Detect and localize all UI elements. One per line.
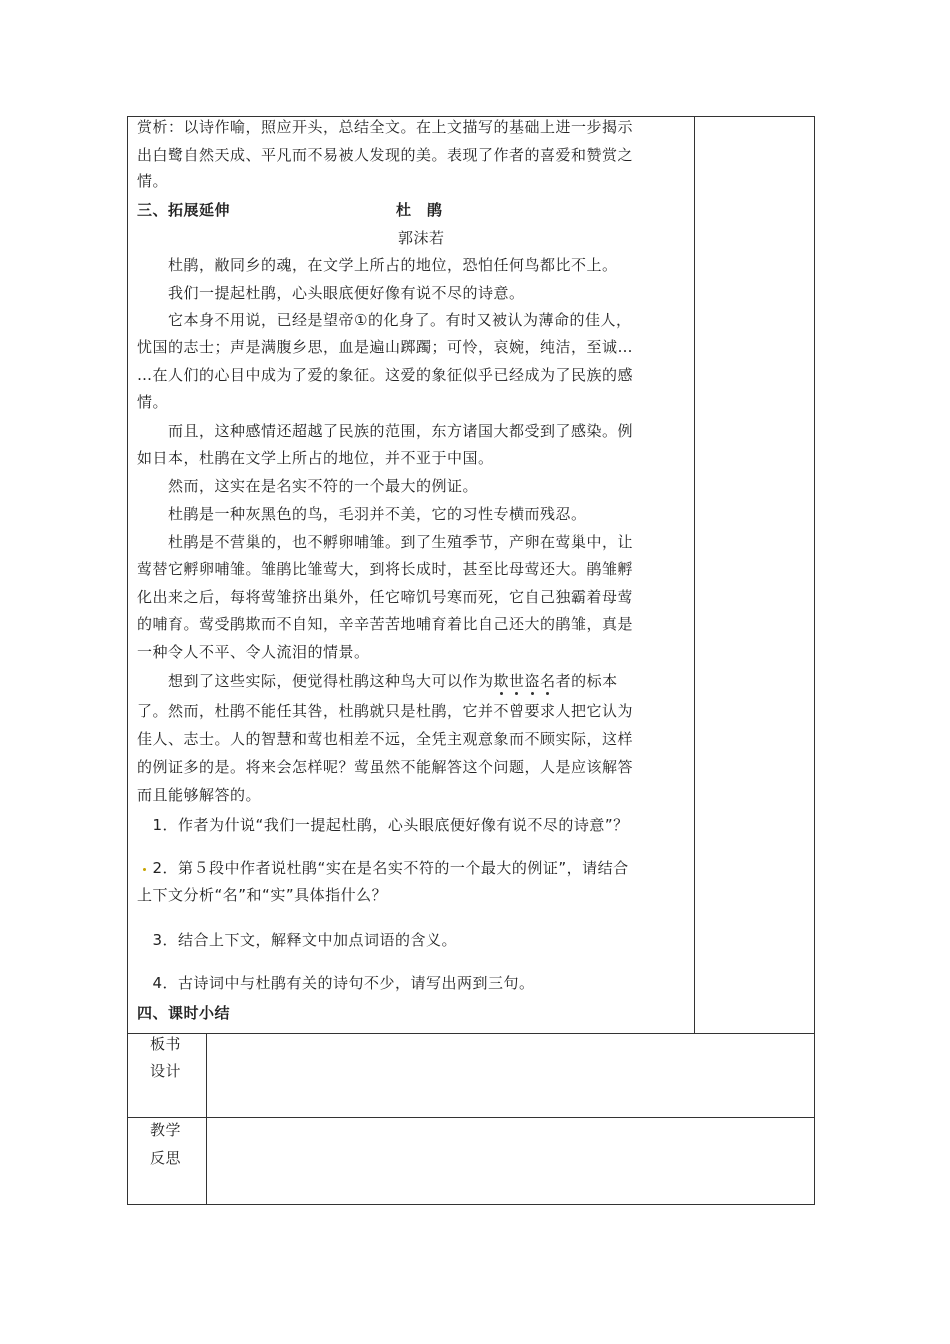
dotted-char: 盗 bbox=[524, 672, 541, 690]
paragraph-line-15: 一种令人不平、令人流泪的情景。 bbox=[137, 643, 370, 661]
row-divider-reflection bbox=[127, 1117, 815, 1118]
question-4: 4．古诗词中与杜鹃有关的诗句不少，请写出两到三句。 bbox=[137, 974, 535, 992]
dotted-char: 世 bbox=[509, 672, 525, 690]
paragraph-line-3: 它本身不用说，已经是望帝①的化身了。有时又被认为薄命的佳人， bbox=[137, 311, 632, 329]
board-design-label-1: 板书 bbox=[150, 1035, 182, 1053]
table-column-divider bbox=[694, 116, 695, 1034]
paragraph-line-4: 忧国的志士；声是满腹乡思，血是遍山踯躅；可怜，哀婉，纯洁，至诚… bbox=[137, 338, 634, 356]
paragraph-last-line-1 bbox=[137, 672, 618, 690]
paragraph-last-line-2: 了。然而，杜鹃不能任其咎，杜鹃就只是杜鹃，它并不曾要求人把它认为 bbox=[137, 702, 634, 720]
paragraph-line-7: 而且，这种感情还超越了民族的范围，东方诸国大都受到了感染。例 bbox=[137, 422, 634, 440]
appreciation-line-1: 赏析：以诗作喻，照应开头，总结全文。在上文描写的基础上进一步揭示 bbox=[137, 118, 634, 136]
dotted-phrase bbox=[494, 672, 556, 690]
paragraph-line-13: 化出来之后，每将莺雏挤出巢外，任它啼饥号寒而死，它自己独霸着母莺 bbox=[137, 588, 634, 606]
appreciation-line-2: 出白鹭自然天成、平凡而不易被人发现的美。表现了作者的喜爱和赞赏之 bbox=[137, 146, 634, 164]
section-heading-extension: 三、拓展延伸 bbox=[137, 201, 231, 219]
reflection-label-2: 反思 bbox=[150, 1149, 182, 1167]
dotted-char: 欺 bbox=[493, 672, 510, 690]
paragraph-line-14: 的哺育。莺受鹃欺而不自知，辛辛苦苦地哺育着比自己还大的鹃雏，真是 bbox=[137, 615, 634, 633]
paragraph-line-9: 然而，这实在是名实不符的一个最大的例证。 bbox=[137, 477, 479, 495]
appreciation-line-3: 情。 bbox=[137, 172, 169, 190]
paragraph-line-8: 如日本，杜鹃在文学上所占的地位，并不亚于中国。 bbox=[137, 449, 494, 467]
question-2-line-1: 2．第５段中作者说杜鹃“实在是名实不符的一个最大的例证”，请结合 bbox=[137, 859, 629, 877]
label-column-divider-reflection bbox=[206, 1117, 207, 1205]
table-border-bottom bbox=[127, 1204, 815, 1205]
board-design-label-2: 设计 bbox=[150, 1062, 182, 1080]
table-border-top bbox=[127, 116, 815, 117]
section-heading-summary: 四、课时小结 bbox=[137, 1004, 231, 1022]
paragraph-last-line-4: 的例证多的是。将来会怎样呢？莺虽然不能解答这个问题，人是应该解答 bbox=[137, 758, 634, 776]
label-column-divider-board bbox=[206, 1033, 207, 1118]
paragraph-line-6: 情。 bbox=[137, 393, 169, 411]
row-divider-board bbox=[127, 1033, 815, 1034]
paragraph-last-prefix: 想到了这些实际，便觉得杜鹃这种鸟大可以作为 bbox=[137, 672, 494, 690]
paragraph-line-5: …在人们的心目中成为了爱的象征。这爱的象征似乎已经成为了民族的感 bbox=[137, 366, 634, 384]
article-author: 郭沫若 bbox=[398, 229, 445, 247]
question-2-line-2: 上下文分析“名”和“实”具体指什么？ bbox=[137, 886, 388, 904]
table-border-right bbox=[814, 116, 815, 1205]
table-border-left bbox=[127, 116, 128, 1205]
paragraph-line-2: 我们一提起杜鹃，心头眼底便好像有说不尽的诗意。 bbox=[137, 284, 525, 302]
dotted-char: 名 bbox=[540, 672, 556, 690]
paragraph-line-1: 杜鹃，敝同乡的魂，在文学上所占的地位，恐怕任何鸟都比不上。 bbox=[137, 256, 618, 274]
paragraph-last-suffix: 者的标本 bbox=[555, 672, 618, 690]
question-1: 1．作者为什说“我们一提起杜鹃，心头眼底便好像有说不尽的诗意”？ bbox=[137, 816, 629, 834]
reflection-label-1: 教学 bbox=[150, 1121, 182, 1139]
paragraph-line-12: 莺替它孵卵哺雏。雏鹃比雏莺大，到将长成时，甚至比母莺还大。鹃雏孵 bbox=[137, 560, 634, 578]
article-title: 杜 鹃 bbox=[396, 201, 443, 219]
paragraph-line-11: 杜鹃是不营巢的，也不孵卵哺雏。到了生殖季节，产卵在莺巢中，让 bbox=[137, 533, 634, 551]
paragraph-last-line-3: 佳人、志士。人的智慧和莺也相差不远，全凭主观意象而不顾实际，这样 bbox=[137, 730, 634, 748]
question-3: 3．结合上下文，解释文中加点词语的含义。 bbox=[137, 931, 458, 949]
paragraph-last-line-5: 而且能够解答的。 bbox=[137, 786, 262, 804]
paragraph-line-10: 杜鹃是一种灰黑色的鸟，毛羽并不美，它的习性专横而残忍。 bbox=[137, 505, 587, 523]
